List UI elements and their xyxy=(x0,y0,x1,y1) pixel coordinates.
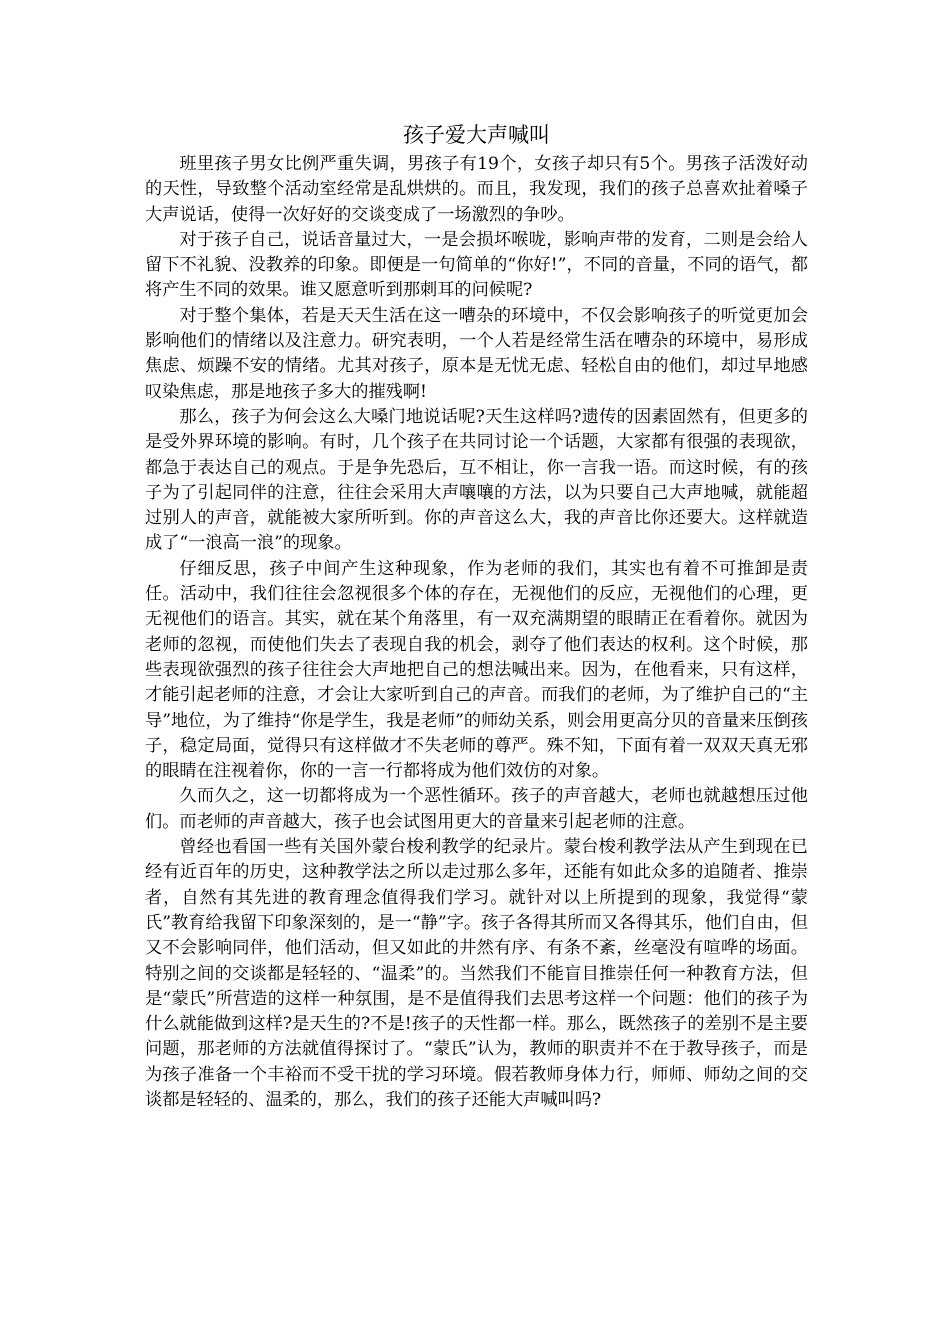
document-title: 孩子爱大声喊叫 xyxy=(403,123,550,147)
paragraph-6: 久而久之，这一切都将成为一个恶性循环。孩子的声音越大，老师也就越想压过他们。而老师的声音越大，孩子也会试图用更大的音量来引起老师的注意。 xyxy=(145,786,808,832)
paragraph-7: 曾经也看国一些有关国外蒙台梭利教学的纪录片。蒙台梭利教学法从产生到现在已经有近百年的历史，这种教学法之所以走过那么多年，还能有如此众多的追随者、推崇者，自然有其先进的教育理念值得我们学习。就针对以上所提到的现象，我觉得“蒙氏”教育给我留下印象深刻的，是一“静”字。孩子各得其所而又各得其乐，他们自由，但又不会影响同伴，他们活动，但又如此的井然有序、有条不紊，丝毫没有喧哗的场面。特别之间的交谈都是轻轻的、“温柔”的。当然我们不能盲目推崇任何一种教育方法，但是“蒙氏”所营造的这样一种氛围，是不是值得我们去思考这样一个问题：他们的孩子为什么就能做到这样?是天生的?不是!孩子的天性都一样。那么，既然孩子的差别不是主要问题，那老师的方法就值得探讨了。“蒙氏”认为，教师的职责并不在于教导孩子，而是为孩子准备一个丰裕而不受干扰的学习环境。假若教师身体力行，师师、师幼之间的交谈都是轻轻的、温柔的，那么，我们的孩子还能大声喊叫吗? xyxy=(145,837,808,1110)
paragraph-1: 班里孩子男女比例严重失调，男孩子有19个，女孩子却只有5个。男孩子活泼好动的天性，导致整个活动室经常是乱烘烘的。而且，我发现，我们的孩子总喜欢扯着嗓子大声说话，使得一次好好的交谈变成了一场激烈的争吵。 xyxy=(145,154,808,225)
paragraph-2: 对于孩子自己，说话音量过大，一是会损坏喉咙，影响声带的发育，二则是会给人留下不礼貌、没教养的印象。即便是一句简单的“你好!”，不同的音量，不同的语气，都将产生不同的效果。谁又愿意听到那刺耳的问候呢? xyxy=(145,229,808,301)
paragraph-5: 仔细反思，孩子中间产生这种现象，作为老师的我们，其实也有着不可推卸是责任。活动中，我们往往会忽视很多个体的存在，无视他们的反应，无视他们的心理，更无视他们的语言。其实，就在某个角落里，有一双充满期望的眼睛正在看着你。就因为老师的忽视，而使他们失去了表现自我的机会，剥夺了他们表达的权利。这个时候，那些表现欲强烈的孩子往往会大声地把自己的想法喊出来。因为，在他看来，只有这样，才能引起老师的注意，才会让大家听到自己的声音。而我们的老师，为了维护自己的“主导”地位，为了维持“你是学生，我是老师”的师幼关系，则会用更高分贝的音量来压倒孩子，稳定局面，觉得只有这样做才不失老师的尊严。殊不知，下面有着一双双天真无邪的眼睛在注视着你，你的一言一行都将成为他们效仿的对象。 xyxy=(145,558,808,782)
paragraph-4: 那么，孩子为何会这么大嗓门地说话呢?天生这样吗?遗传的因素固然有，但更多的是受外界环境的影响。有时，几个孩子在共同讨论一个话题，大家都有很强的表现欲，都急于表达自己的观点。于是争先恐后，互不相让，你一言我一语。而这时候，有的孩子为了引起同伴的注意，往往会采用大声嚷嚷的方法，以为只要自己大声地喊，就能超过别人的声音，就能被大家所听到。你的声音这么大，我的声音比你还要大。这样就造成了“一浪高一浪”的现象。 xyxy=(145,406,808,554)
paragraph-3: 对于整个集体，若是天天生活在这一嘈杂的环境中，不仅会影响孩子的听觉更加会影响他们的情绪以及注意力。研究表明，一个人若是经常生活在嘈杂的环境中，易形成焦虑、烦躁不安的情绪。尤其对孩子，原本是无忧无虑、轻松自由的他们，却过早地感叹染焦虑，那是地孩子多大的摧残啊! xyxy=(145,305,808,402)
document-body xyxy=(145,118,808,1113)
